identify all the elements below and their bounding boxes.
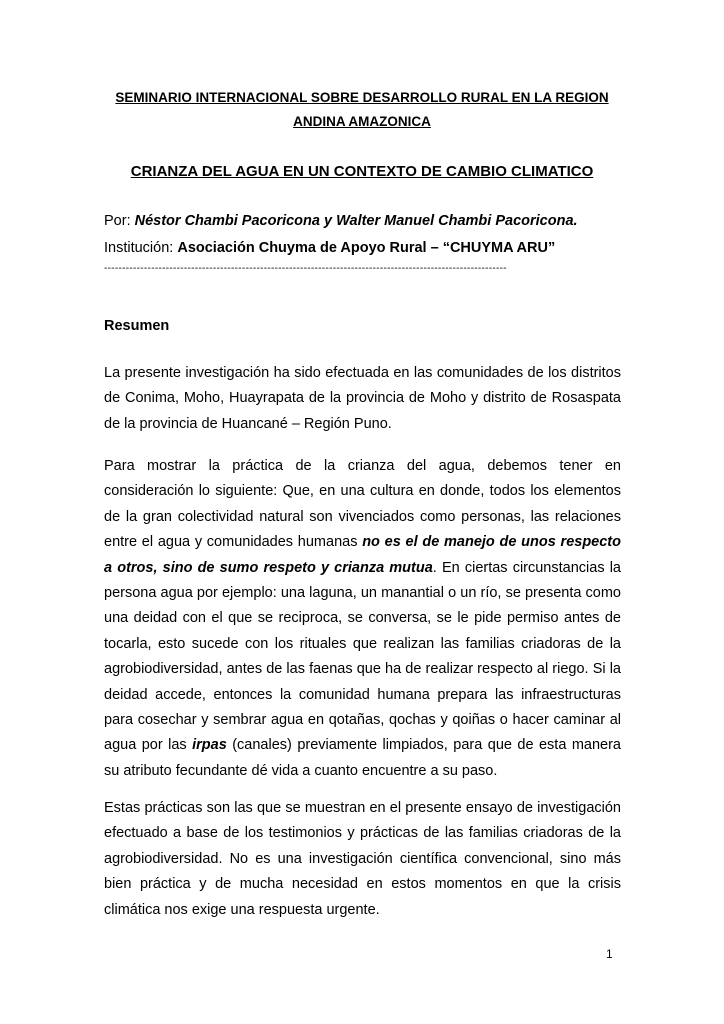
- authors-names: Néstor Chambi Pacoricona y Walter Manuel Chambi Pacoricona.: [134, 213, 578, 229]
- abstract-paragraph-1: La presente investigación ha sido efectuada en las comunidades de los distritos de Conima, Moho, Huayrapata de la provincia de Moho y distrito de Rosaspata de la provincia de Huancané – Región Puno.: [104, 365, 621, 432]
- paragraph-2-text-c: (canales) previamente limpiados, para que de esta manera su atributo fecundante dé vida a cuanto encuentre a su paso.: [104, 737, 621, 779]
- abstract-paragraph-3: Estas prácticas son las que se muestran en el presente ensayo de investigación efectuado a base de los testimonios y prácticas de las familias criadoras de la agrobiodiversidad. No es una investigación científica convencional, sino más bien práctica y de mucha necesidad en estos momentos en que la crisis climática nos exige una respuesta urgente.: [104, 800, 621, 918]
- page-number: 1: [606, 947, 613, 961]
- document-title: CRIANZA DEL AGUA EN UN CONTEXTO DE CAMBIO CLIMATICO: [130, 163, 594, 180]
- institution-name: Asociación Chuyma de Apoyo Rural – “CHUYMA ARU”: [177, 240, 556, 256]
- paragraph-2-emphasis: no es el de manejo de unos respecto a otros, sino de sumo respeto y crianza mutua: [104, 534, 621, 576]
- paragraph-2-text-a: Para mostrar la práctica de la crianza del agua, debemos tener en consideración lo siguiente: Que, en una cultura en donde, todos los elementos de la gran colectividad natural son vivenciados como personas, las relaciones entre el agua y comunidades humanas: [104, 458, 621, 551]
- authors-line: [104, 209, 620, 233]
- dashed-divider: ---------------------------------------------------------------------------------------------------------------: [104, 263, 507, 274]
- paragraph-2-term: irpas: [192, 737, 227, 754]
- institution-line: [104, 236, 620, 260]
- seminar-title: SEMINARIO INTERNACIONAL SOBRE DESARROLLO RURAL EN LA REGION ANDINA AMAZONICA: [115, 90, 609, 129]
- abstract-paragraph-2: [104, 454, 621, 784]
- institution-label: Institución:: [104, 240, 178, 256]
- paragraph-2-text-b: . En ciertas circunstancias la persona agua por ejemplo: una laguna, un manantial o un río, se presenta como una deidad con el que se reciproca, se conversa, se le pide permiso antes de tocarla, esto sucede con los rituales que realizan las familias criadoras de la agrobiodiversidad, antes de las faenas que ha de realizar respecto al riego. Si la deidad accede, entonces la comunidad humana prepara las infraestructuras para cosechar y sembrar agua en qotañas, qochas y qoiñas o hacer caminar al agua por las: [104, 559, 621, 754]
- authors-label: Por:: [104, 213, 135, 229]
- section-heading: Resumen: [104, 318, 170, 334]
